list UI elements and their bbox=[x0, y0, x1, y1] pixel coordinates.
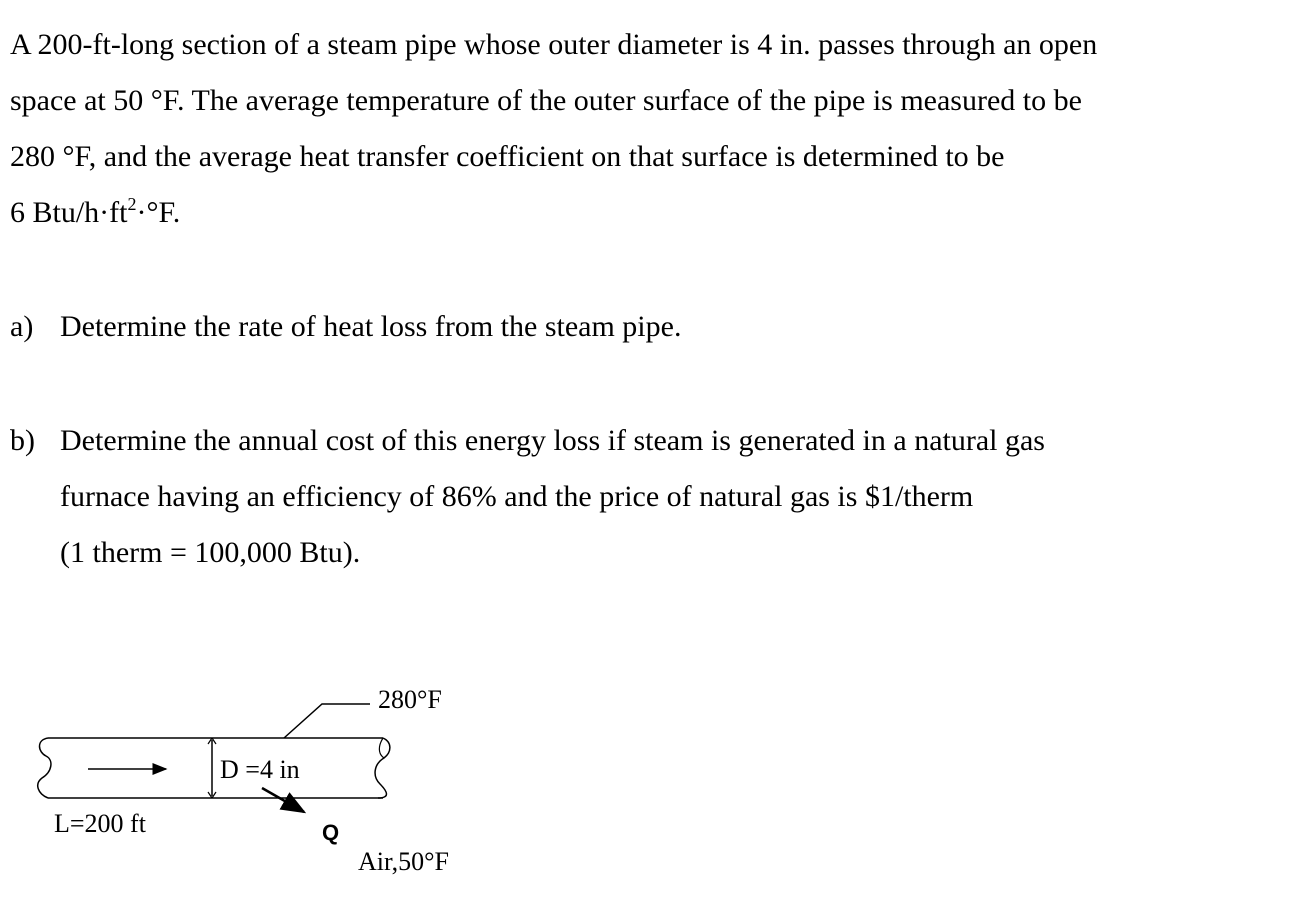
question-b-line-2: furnace having an efficiency of 86% and the price of natural gas is $1/therm bbox=[60, 480, 974, 513]
pipe-right-break bbox=[375, 738, 390, 798]
intro-line-1: A 200-ft-long section of a steam pipe whose outer diameter is 4 in. passes through an open bbox=[10, 28, 1098, 61]
intro-line-4-main: 6 Btu/h·ft bbox=[10, 196, 128, 229]
question-a-marker: a) bbox=[10, 310, 34, 343]
pipe-diagram bbox=[0, 660, 520, 890]
surface-temp-leader bbox=[284, 704, 370, 738]
question-a-line-1: Determine the rate of heat loss from the steam pipe. bbox=[60, 310, 682, 343]
intro-line-4-unit-tail: ·°F. bbox=[136, 196, 181, 229]
pipe-right-break-inner bbox=[379, 738, 384, 758]
question-b-marker: b) bbox=[10, 424, 35, 457]
question-b-line-1: Determine the annual cost of this energy loss if steam is generated in a natural gas bbox=[60, 424, 1045, 457]
length-label: L=200 ft bbox=[54, 809, 146, 838]
diameter-label: D =4 in bbox=[220, 755, 300, 784]
question-b-line-3: (1 therm = 100,000 Btu). bbox=[60, 536, 361, 569]
surface-temp-label: 280°F bbox=[378, 685, 442, 714]
heat-loss-arrow bbox=[262, 788, 304, 812]
intro-line-3: 280 °F, and the average heat transfer coefficient on that surface is determined to be bbox=[10, 140, 1005, 173]
intro-line-4 bbox=[10, 196, 180, 230]
intro-line-4-exponent: 2 bbox=[127, 194, 137, 214]
pipe-left-break bbox=[38, 738, 51, 798]
intro-line-2: space at 50 °F. The average temperature of the outer surface of the pipe is measured to be bbox=[10, 84, 1082, 117]
ambient-air-label: Air,50°F bbox=[358, 847, 449, 876]
heat-loss-label: Q bbox=[322, 820, 340, 845]
